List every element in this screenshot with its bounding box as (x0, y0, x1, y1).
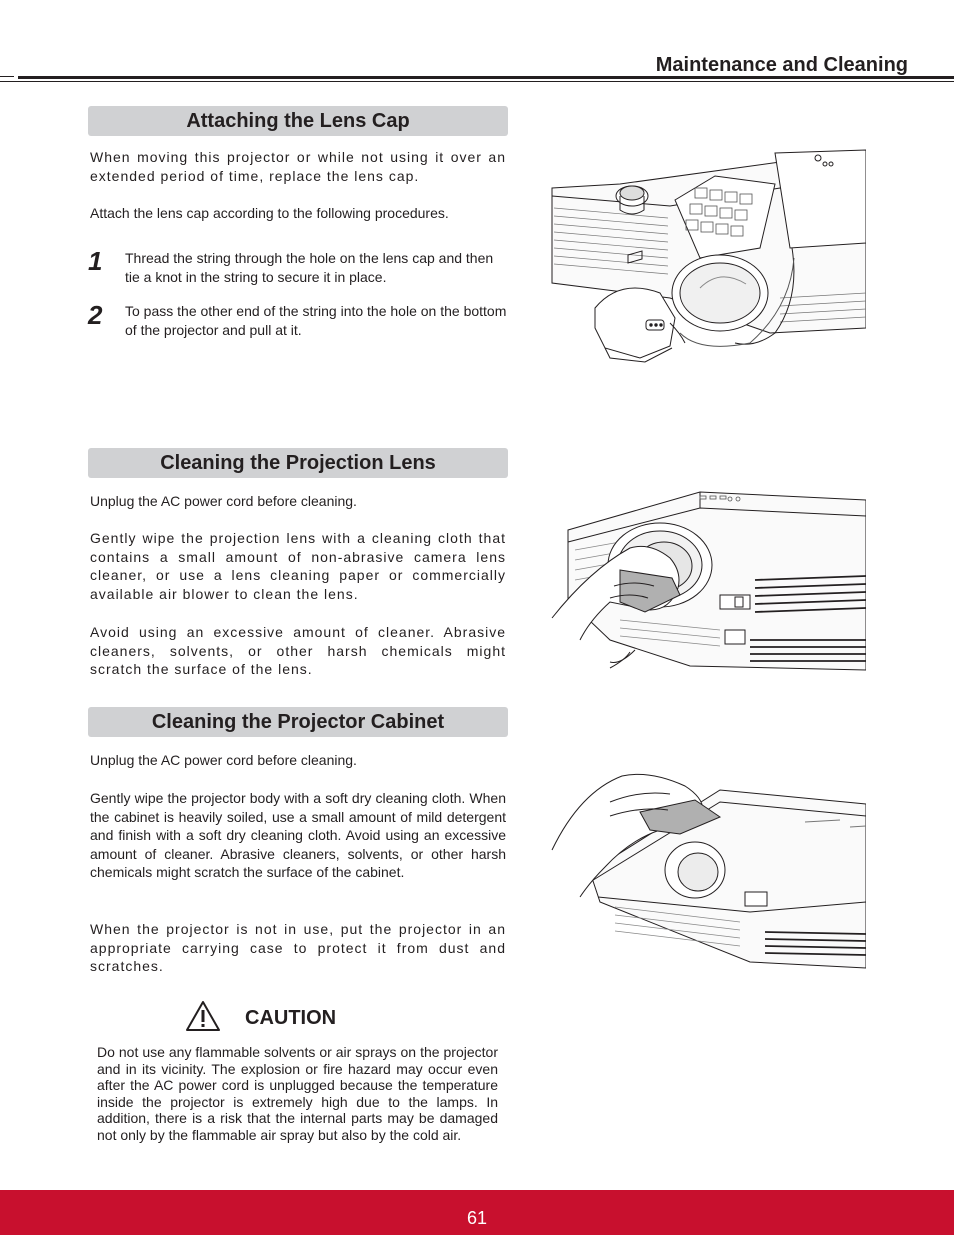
lens-cleaning-illustration (550, 490, 866, 682)
step-number-2: 2 (88, 300, 103, 330)
lens-cleaning-warning: Avoid using an excessive amount of cleaner. Abrasive cleaners, solvents, or other harsh chemicals might scratch the surface of the lens. (90, 624, 506, 677)
lens-cap-instruction: Attach the lens cap according to the following procedures. (90, 205, 449, 221)
cabinet-storage-advice: When the projector is not in use, put the projector in an appropriate carrying case to protect it from dust and scratches. (90, 921, 506, 974)
header-rule-stub (0, 76, 14, 77)
page-header-title: Maintenance and Cleaning (655, 54, 908, 76)
lens-cap-illustration (550, 148, 866, 363)
step-number-1: 1 (88, 246, 103, 276)
page-number: 61 (466, 1208, 488, 1228)
lens-cap-intro: When moving this projector or while not using it over an extended period of time, replace the lens cap. (90, 149, 506, 184)
section-title-lens-cleaning: Cleaning the Projection Lens (88, 448, 508, 478)
cabinet-cleaning-illustration (550, 772, 866, 970)
cabinet-cleaning-instructions: Gently wipe the projector body with a soft dry cleaning cloth. When the cabinet is heavily soiled, use a small amount of mild detergent and finish with a soft dry cleaning cloth. Avoid using an excessive amount of cleaner. Abrasive cleaners, solvents, or other harsh chemicals might scratch the surface of the cabinet. (90, 790, 506, 880)
step-text-2: To pass the other end of the string into the hole on the bottom of the projector and pull at it. (125, 303, 507, 338)
header-rule (18, 76, 954, 79)
lens-cleaning-unplug: Unplug the AC power cord before cleaning. (90, 493, 357, 509)
section-title-cabinet-cleaning: Cleaning the Projector Cabinet (88, 707, 508, 737)
caution-text: Do not use any flammable solvents or air sprays on the projector and in its vicinity. The explosion or fire hazard may occur even after the AC power cord is unplugged because the temperature inside the projector is extremely high due to the lamps. In addition, there is a risk that the internal parts may be damaged not only by the flammable air spray but also by the cold air. (97, 1044, 498, 1143)
lens-cleaning-instructions: Gently wipe the projection lens with a cleaning cloth that contains a small amount of non-abrasive camera lens cleaner, or use a lens cleaning paper or commercially available air blower to clean the lens. (90, 530, 506, 602)
header-rule-thin (0, 81, 954, 82)
warning-triangle-icon (185, 1000, 221, 1032)
section-title-lens-cap: Attaching the Lens Cap (88, 106, 508, 136)
step-text-1: Thread the string through the hole on the lens cap and then tie a knot in the string to secure it in place. (125, 250, 494, 285)
cabinet-cleaning-unplug: Unplug the AC power cord before cleaning. (90, 752, 357, 768)
caution-title: CAUTION (245, 1007, 337, 1029)
